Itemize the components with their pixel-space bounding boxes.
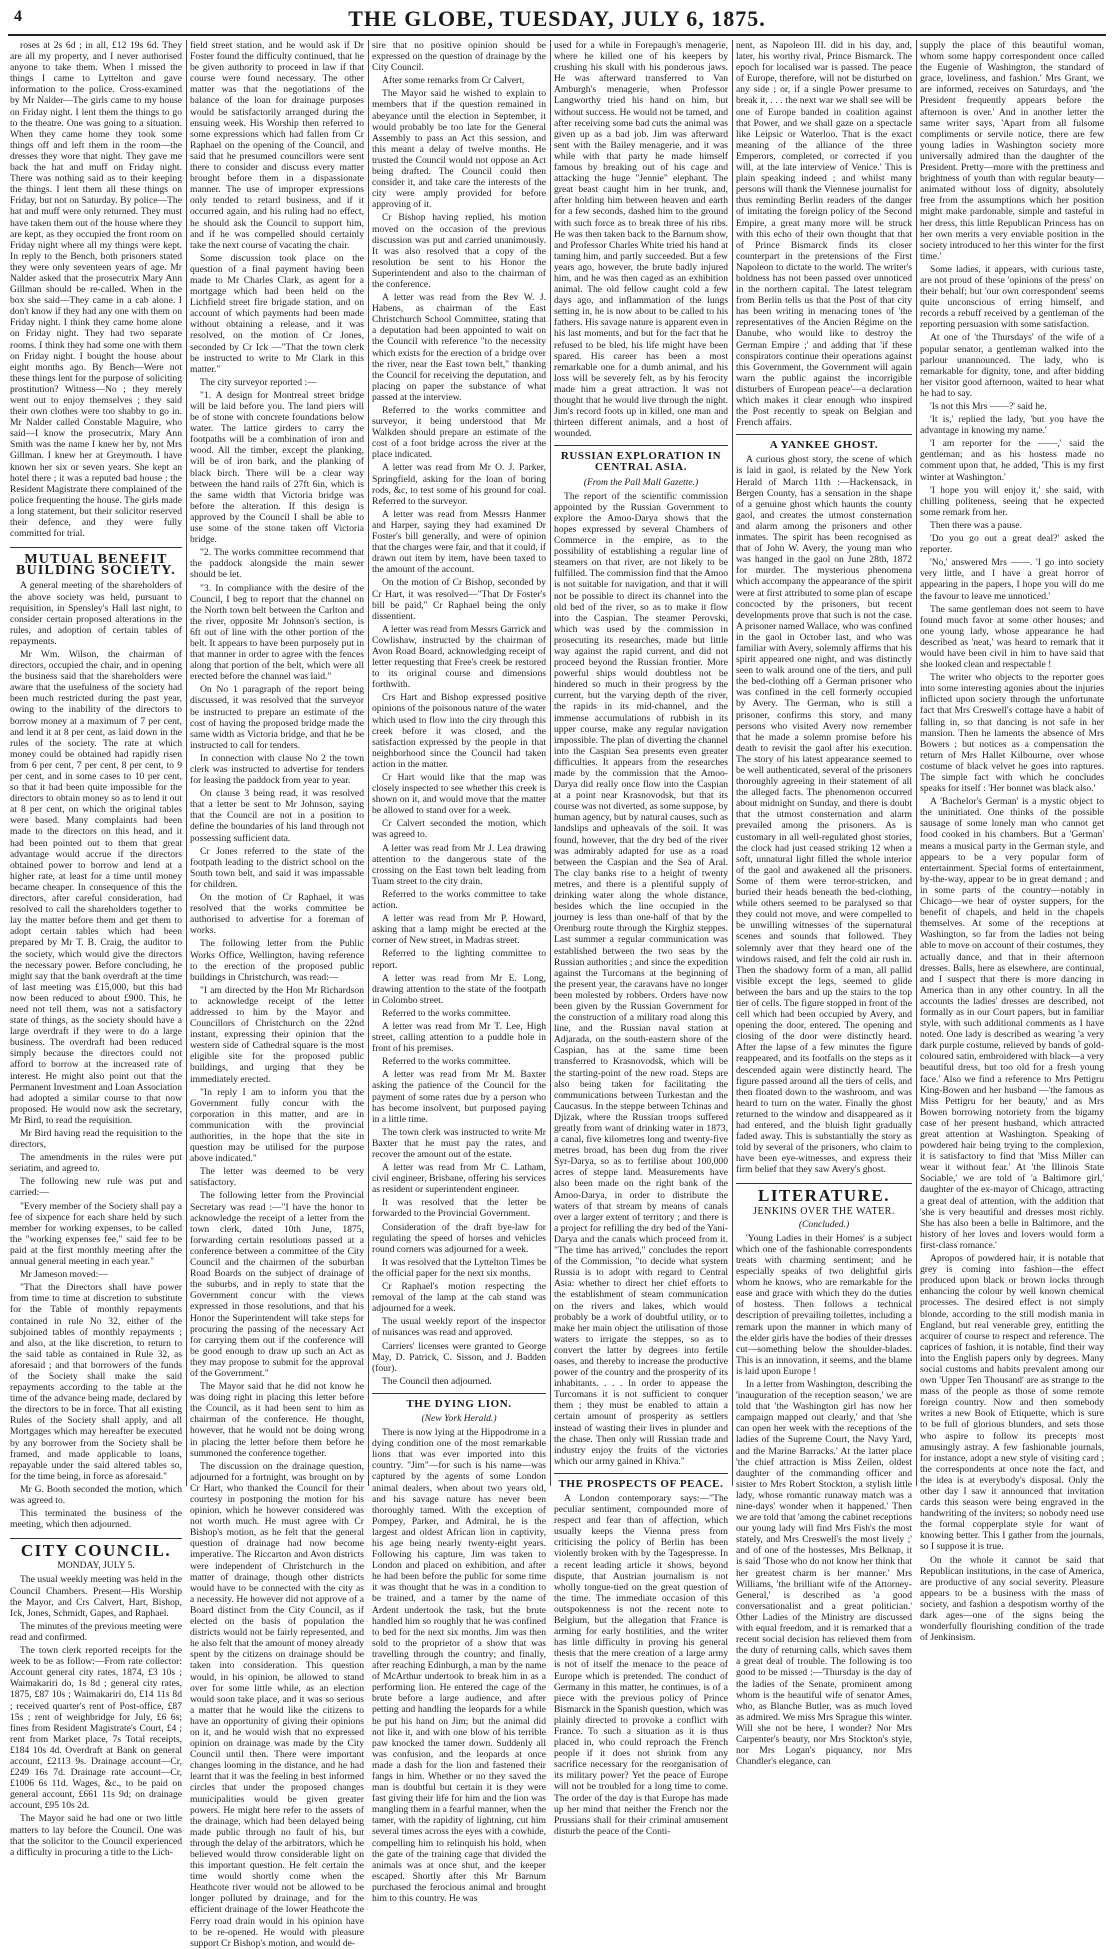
paragraph: The letter was deemed to be very satisfactory. (190, 1166, 364, 1189)
paragraph: The following letter from the Provincial Secretary was read :—"I have the honor to acknowledge the receipt of a letter from the town clerk, dated 10th June, 1875, forwarding certain resolutions passed at a conference between a committee of the City Council and the chairmen of the suburban Road Boards on the subject of drainage of the suburbs, and in reply to state that the Government concur with the views expressed in those resolutions, and that his Honor the Superintendent will take steps for procuring the passing of the necessary Act for carrying them out if the conference will be good enough to draw up such an Act as they may propose to submit for the approval of the Government." (190, 1190, 364, 1379)
paragraph: The following new rule was put and carried:— (10, 1176, 182, 1199)
paragraph: It was resolved that the Lyttelton Times be the official paper for the next six months. (372, 1256, 546, 1279)
paragraph: 'No,' answered Mrs ——. 'I go into society very little, and I have a great horror of appearing in the papers, I hope you will do me the favour to leave me unnoticed.' (920, 557, 1104, 602)
paragraph: "3. In compliance with the desire of the Council, I beg to report that the channel on the North town belt between the Carlton and the river, opposite Mr Johnson's section, is 6ft out of line with the other portion of the belt. It appears to have been purposely put in that manner in order to agree with the fences along that portion of the belt, which were all erected before the channel was laid." (190, 582, 364, 683)
paragraph: 'Young Ladies in their Homes' is a subject which one of the fashionable correspondents treats with charming sentiment; and he especially speaks of two delightful girls whom he knows, who are remarkable for the ease and grace with which they do the duties of hostess. Then follows a technical description of prevailing toilettes, including a remark upon the manner in which many of the elder girls have the bodies of their dresses cut—something below the shoulder-blades. This is an innovation, it seems, and the blame is laid upon Europe ! (736, 1232, 912, 1377)
paragraph: Referred to the lighting committee to report. (372, 948, 546, 971)
paragraph: field street station, and he would ask if Dr Foster found the difficulty continued, that he be given authority to proceed in law if that course were found necessary. The other matter was that the negotiations of the balance of the loan for drainage purposes would be satisfactorily arranged during the ensuing week. His Worship then referred to some expressions which had fallen from Cr Raphael on the opening of the Council, and said that he presumed councillors were sent there to consider and discuss every matter brought before them in a dispassionate manner. The use of improper expressions only tended to retard business, and if it occurred again, and his ruling had no effect, he should ask the Council to support him, and if he was compelled should certainly take the next course of vacating the chair. (190, 40, 364, 251)
column-2 (190, 40, 364, 1949)
paragraph: Mr Wm. Wilson, the chairman of directors, occupied the chair, and in opening the business said that the shareholders were aware that the usefulness of the society had been much restricted during the past year, owing to the inability of the directors to borrow money at a maximum of 7 per cent, and lend it at 8 per cent, as laid down in the rules of the society. The rate at which money could be obtained had rapidly risen from 6 per cent, 7 per cent, 8 per cent, to 9 per cent, and in some cases to 10 per cent, so that it had been quite impossible for the directors to obtain money so as to lend it out at 8 per cent, on which the original tables were based. Many complaints had been made to the directors on this head, and it had been pointed out to them that great advantage would accrue if the directors obtained power to borrow and lend at a higher rate, at least for a time until money became cheaper. In consequence of this the directors, after careful consideration, had resolved to call the shareholders together to lay the matter before them and get them to adopt certain tables which had been prepared by Mr T. B. Craig, the auditor to the society, which would give the directors the necessary power. Before concluding, he might say that the bank overdraft at the time of last meeting was £15,000, but this had now been reduced to about £900. This, he need not tell them, was not a satisfactory state of things, as the society should have a large overdraft if they were to do a large business. The overdraft had been reduced simply because the directors could not afford to borrow at the increased rate of interest. He might also point out that the Permanent Investment and Loan Association had adopted a similar course to that now proposed. He would now ask the secretary, Mr Bird, to read the requisition. (10, 648, 182, 1126)
paragraph: A 'Bachelor's German' is a mystic object to the uninitiated. One thinks of the possible sausage of some lonely man who cannot get food cooked in his chambers. But a 'German' means a musical party in the German style, and appears to be a very popular form of entertainment. Special forms of entertainment, by-the-way, appear to be in great demand ; and in some parts of the country—notably in Chicago—we hear of oyster suppers, for the benefit of chapels, and held in the chapels themselves. At some of the receptions at Washington, so far from the ladies not being able to move on account of their costumes, they actually dance, and that in their afternoon dresses. Balls, here as elsewhere, are continual, and I suspect that there is more dancing in America than in any other country. In all the accounts the ladies' dresses are described, not formally as in our Court papers, but in familiar style, with such additional comments as I have noted. One lady is described as wearing 'a very dark purple costume, relieved by bands of gold-coloured satin, embroidered with black—a very beautiful dress, but too old for a fresh young face.' Also we find a reference to Mrs Pettigru King-Bowen and her husband —'the famous as Miss Pettigru for her beauty,' and as Mrs Bowen borrowing notoriety from the bigamy case of her present husband, which attracted great attention at Washington. Speaking of powdered hair being trying to the complexion, it is satisfactory to find that 'Miss Miller can wear it without fear.' At 'the Illinois State Sociable,' we are told of 'a Baltimore girl,' daughter of the ex-mayor of Chicago, attracting a great deal of attention, with the addition that 'she is very beautiful and dresses most richly. She has also been a belle in Baltimore, and the history of her loves and lovers would form a first-class romance.' (920, 796, 1104, 1251)
column-divider (732, 40, 733, 1486)
article-source: (From the Pall Mall Gazette.) (583, 476, 699, 488)
paragraph: "2. The works committee recommend that the paddock alongside the main sewer should be let. (190, 547, 364, 581)
paragraph: Crs Hart and Bishop expressed positive opinions of the poisonous nature of the water which used to flow into the city through this creek before it was closed, and the satisfaction expressed by the people in that neighborhood since the Council had taken action in the matter. (372, 692, 546, 770)
paragraph: A letter was read from Mr M. Baxter asking the patience of the Council for the payment of some rates due by a person who has become insolvent, but purposed paying in a little time. (372, 1069, 546, 1125)
column-divider (550, 40, 551, 1486)
paragraph: The following letter from the Public Works Office, Wellington, having reference to the erection of the proposed public buildings in Christchurch, was read:— (190, 938, 364, 983)
column-3 (372, 40, 546, 1904)
paragraph: A letter was read from the Rev W. J. Habens, as chairman of the East Christchurch School Committee, stating that a deputation had been appointed to wait on the Council with reference "to the necessity which exists for the erection of a bridge over the river, near the East town belt," thanking the Council for receiving the deputation, and placing on paper the substance of what passed at the interview. (372, 292, 546, 403)
paragraph: Some ladies, it appears, with curious taste, are not proud of these 'opinions of the press' on their behalf; but 'our own correspondent' seems quite unconscious of erring himself, and records a rebuff received by a gentleman of the reporting persuasion with some satisfaction. (920, 263, 1104, 331)
paragraph: nent, as Napoleon III. did in his day, and, later, his worthy rival, Prince Bismarck. The epoch for localised war is passed. The peace of Europe, therefore, will not be disturbed on any side ; or, if a single Power presume to break it, . . . the next war we shall see will be one of Europe banded in coalition against that Power, and we shall gaze on a spectacle like Leipsic or Waterloo. That is the exact meaning of the alliance of the three Emperors, completed, or corrected if you will, at the late interview of Venice.' This is plain speaking indeed ; and whilst many persons will thank the Viennese journalist for thus reminding Berlin readers of the danger of imitating the foreign policy of the Second Empire, a great many more will be struck with this echo of their own thought that that of Prince Bismarck finds its closer counterpart in the pretensions of the First Napoleon to dictate to the world. The writer's boldness has not been passed over unnoticed in the northern capital. The latest telegram from Berlin tells us that the Post of that city has been writing in menacing tones of 'the representatives of the Ancien Régime on the Danube, who would like to destroy the German Empire ;' and adding that 'if these conspirators continue their operations against this Government, the Government will again warn the public against the incorrigible disturbers of European peace'—a declaration which makes it clear enough who inspired the Post recently to speak on Belgian and French affairs. (736, 40, 912, 429)
section-heading: LITERATURE. (736, 1183, 912, 1201)
paragraph: Mr Bird having read the requisition to the directors, (10, 1128, 182, 1151)
paragraph: The minutes of the previous meeting were read and confirmed. (10, 1620, 182, 1643)
paragraph: Referred to the works committee. (382, 1056, 511, 1068)
article-source: (New York Herald.) (421, 1412, 497, 1424)
paragraph: Cr Bishop having replied, his motion moved on the occasion of the previous discussion was put and carried unanimously. It was also resolved that a copy of the resolution be sent to his Honor the Superintendent and also to the chairman of the conference. (372, 212, 546, 290)
paragraph: The amendments in the rules were put seriatim, and agreed to. (10, 1152, 182, 1175)
column-5 (736, 40, 912, 1768)
paragraph: A letter was read from Mr E. Long, drawing attention to the state of the footpath in Colombo street. (372, 972, 546, 1006)
paragraph: The discussion on the drainage question, adjourned for a fortnight, was brought on by Cr Hart, who thanked the Council for their courtesy in postponing the motion for his opinion, which he however considered was not worth much. He must agree with Cr Bishop's motion, as he felt that the general question of drainage had now become imperative. The Riccarton and Avon districts were independent of Christchurch in the matter of drainage, though other districts would have to be connected with the city as a necessity. He however did not approve of a Board distinct from the City Council, as if elected on the basis of population the districts would not be fairly represented, and he also felt that the amount of money already spent by the citizens on drainage should be taken into consideration. This question would, in his opinion, be allowed to stand over for some little while, as an election would soon take place, and it was so serious a matter that he would like the citizens to have an opportunity of giving their opinions on it, and he would wish that no expressed opinion on drainage was made by the City Council until then. There were important changes looming in the distance, and he had learnt that it was the feeling in best informed circles that under the proposed changes municipalities would be given greater powers. He might here refer to the assets of the drainage, which had been delayed being made public through no fault of his, but through the delay of the arbitrators, which he believed would throw considerable light on this important question. He felt certain the time would shortly come when the Heathcote river would not be allowed to be longer polluted by drainage, and for the efficient drainage of the lower Heathcote the Ferry road drain would in his opinion have to be re-opened. He would with pleasure support Cr Bishop's motion, and would de- (190, 1460, 364, 1949)
paragraph: 'It is,' replied the lady, 'but you have the advantage in knowing my name.' (920, 414, 1104, 437)
paragraph: supply the place of this beautiful woman, whom some happy correspondent once called the Eugenie of Washington, the standard of grace, loveliness, and fashion.' Mrs Grant, we are informed, receives on Saturdays, and 'the President frequently appears before the afternoon is over.' And in another letter the same writer says, 'Apart from all fulsome compliments or servile notice, there are few young ladies in Washington society more universally admired than the daughter of the President. Pretty—more with the prettiness and brightness of youth than with regular beauty—animated without loss of dignity, absolutely free from the assumptions which her position might make pardonable, simple and tasteful in her dress, this little Republican Princess has on her own merits a very enviable position in the society introduced to her this winter for the first time.' (920, 40, 1104, 262)
column-divider (186, 40, 187, 1486)
paragraph: Cr Hart would like that the map was closely inspected to see whether this creek is shown on it, and would move that the matter be allowed to stand over for a week. (372, 772, 546, 817)
paragraph: A letter was read from Mr P. Howard, asking that a lamp might be erected at the corner of New street, in Madras street. (372, 913, 546, 947)
paragraph: On clause 3 being read, it was resolved that a letter be sent to Mr Johnson, saying that the Council are not in a position to define the boundaries of his land through not possessing sufficient data. (190, 788, 364, 844)
paragraph: "That the Directors shall have power from time to time at discretion to substitute for the Table of monthly repayments contained in rule No 32, either of the subjoined tables of monthly repayments ; and also, at the like discretion, to return to the said table as contained in Rule 32, as aforesaid ; and that borrowers of the funds of the Society shall make the said repayments according to the table at the time of the advance being made, declared by the directors to be in force. That all existing Rules of the Society shall apply, and all Mortgages which may hereafter be executed by any borrower from the Society shall be framed, and made applicable to loans, repayable under the said altered tables so, for the time being, in force as aforesaid." (10, 1282, 182, 1482)
paragraph: A letter was read from Messrs Garrick and Cowlishaw, instructed by the chairman of Avon Road Board, acknowledging receipt of letter requesting that Free's creek be restored to its original course and dimensions forthwith. (372, 623, 546, 691)
paragraph: "I am directed by the Hon Mr Richardson to acknowledge receipt of the letter addressed to him by the Mayor and Councillors of Christchurch on the 22nd instant, expressing their opinion that the western side of Cathedral square is the most eligible site for the proposed public buildings, and urging that they be immediately erected. (190, 984, 364, 1085)
paragraph: On the motion of Cr Raphael, it was resolved that the works committee be authorised to advertise for a foreman of works. (190, 892, 364, 937)
paragraph: The Council then adjourned. (382, 1375, 492, 1387)
article-heading: A YANKEE GHOST. (736, 434, 912, 451)
column-6 (920, 40, 1104, 1644)
section-heading: MUTUAL BENEFIT BUILDING SOCIETY. (10, 547, 182, 576)
paragraph: 'Is not this Mrs ——?' said he. (930, 401, 1047, 412)
article-source: (Concluded.) (798, 1218, 850, 1230)
paragraph: "In reply I am to inform you that the Government fully concur with the corporation in this matter, and are in communication with the provincial authorities, in the hope that the site in question may be utilised for the purpose above indicated." (190, 1086, 364, 1165)
paragraph: "Every member of the Society shall pay a fee of sixpence for each share held by such member for working expenses, to be called the "working expenses fee," said fee to be paid at the first monthly meeting after the annual general meeting in each year." (10, 1200, 182, 1268)
paragraph: A letter was read from Mr C. Latham, civil engineer, Brisbane, offering his services as resident or superintendent engineer. (372, 1162, 546, 1196)
paragraph: A letter was read from Mr J. Lea drawing attention to the dangerous state of the crossing on the East town belt leading from Tuam street to the city drain. (372, 842, 546, 887)
column-1 (10, 40, 182, 1858)
masthead (0, 0, 1114, 32)
paragraph: Some discussion took place on the question of a final payment having been made to Mr Charles Clark, as agent for a mortgage which had been held on the Lichfield street fire brigade station, and on account of which payments had been made without obtaining a release, and it was resolved, on the motion of Cr Jones, seconded by Cr Ick —"That the town clerk be instructed to write to Mr Clark in this matter." (190, 252, 364, 375)
paragraph: The usual weekly report of the inspector of nuisances was read and approved. (372, 1316, 546, 1339)
column-4 (554, 40, 728, 1837)
paragraph: A letter was read from Mr T. Lee, High street, calling attention to a puddle hole in front of his premises. (372, 1020, 546, 1055)
paragraph: Carriers' licenses were granted to George May, D. Patrick, C. Sisson, and J. Badden (four). (372, 1340, 546, 1374)
article-heading: RUSSIAN EXPLORATION IN CENTRAL ASIA. (554, 445, 728, 473)
page-number: 4 (14, 8, 22, 25)
paragraph: The Mayor said he had one or two little matters to lay before the Council. One was that the solicitor to the Council experienced a difficulty in procuring a title to the Lich- (10, 1813, 182, 1858)
paragraph: Cr Jones referred to the state of the footpath leading to the district school on the South town belt, and said it was impassable for children. (190, 845, 364, 890)
dateline: MONDAY, JULY 5. (57, 1560, 135, 1572)
paragraph: It was resolved that the letter be forwarded to the Provincial Government. (372, 1197, 546, 1220)
article-heading: THE DYING LION. (372, 1393, 546, 1410)
paragraph: Referred to the works committee and surveyor, it being understood that Mr Walkden should prepare an estimate of the cost of a foot bridge across the river at the place indicated. (372, 405, 546, 461)
paragraph: Mr Jameson moved:— (20, 1269, 108, 1281)
paragraph: The Mayor said that he did not know he was doing right in placing this letter before the Council, as it had been sent to him as chairman of the conference. He thought, however, that he would not be doing wrong in placing the letter before them before he summoned the conference together. (190, 1381, 364, 1459)
article-heading: THE PROSPECTS OF PEACE. (554, 1473, 728, 1490)
paragraph: Referred to the works committee. (382, 1007, 511, 1019)
paragraph: Mr G. Booth seconded the motion, which was agreed to. (10, 1483, 182, 1506)
paragraph: The city surveyor reported :— (200, 376, 317, 388)
paragraph: In a letter from Washington, describing the 'inauguration of the reception season,' we are told that 'the Washington girl has now her campaign mapped out clearly,' and that 'she can open her week with the receptions of the ladies of the Supreme Court, the Navy Yard, and the Marine Barracks.' At the latter place 'the chief attraction is Miss Zeilen, oldest daughter of the commanding officer and sister to Mrs Robert Stockton, a stylish little lady, whose romantic runaway match was a nine-days' wonder when it happened.' Then we are told that 'among the cabinet receptions our young lady will find Mrs Fish's the most stately, and Mrs Creswell's the most lively ;' and of one of the hostesses, Mrs Belknap, it is said 'Those who do not know her think that her greatest charm is her manner.' Mrs Williams, 'the brilliant wife of the Attorney-General,' is described as 'a good conversationalist and a great politician.' Other Ladies of the Ministry are discussed with equal freedom, and it is remarked that a recent social decision has relieved them from the duty of returning calls, which saves them a great deal of trouble. The following is too good to be missed :—'Thursday is the day of the ladies of the Senate, prominent among whom is the beautiful wife of senator Ames, who, as Blanche Butler, was as much loved as admired. We miss Mrs Sprague this winter. Will she not be here, I wonder? Nor Mrs Carpenter's beauty, nor Mrs Stockton's style, nor Mrs Logan's piquancy, nor Mrs Chandler's elegance, can (736, 1378, 912, 1768)
paragraph: A curious ghost story, the scene of which is laid in gaol, is related by the New York Herald of March 11th :—Hackensack, in Bergen County, has a sensation in the shape of a genuine ghost which haunts the county gaol, and creates the utmost consternation and alarm among the prisoners and other inmates. The spirit has been recognised as that of John W. Avery, the young man who was hanged in the gaol on June 28th, 1872 for murder. The mysterious phenomena which accompany the appearance of the spirit were at first attributed to some plan of escape concocted by the prisoners, but recent developments prove that such is not the case. A prisoner named Wallace, who was confined in the gaol in October last, and who was familiar with Avery, solemnly affirms that his spirit appeared one night, and was distinctly seen to walk around one of the tiers, and pull the bed-clothing off a German prisoner who was confined in the cell formerly occupied by Avery. The German, who is still a prisoner, confirms this story, and many persons who visited Avery now remember that he made a solemn promise before his death to revisit the gaol after his execution. The story of his latest appearance seemed to be well authenticated, several of the prisoners thoroughly agreeing in their statement of all the alleged facts. The phenomenon occurred about midnight on Sunday, and there is doubt that the utmost consternation and alarm prevailed among the prisoners. As is customary in all well-regulated ghost stories, the clock had just ceased striking 12 when a soft, unnatural light filled the whole interior of the gaol and awakened all the prisoners. Some of them were terror-stricken, and buried their heads beneath the bed-clothing, while others seemed to be paralysed so that they could not move, and were compelled to be unwilling witnesses of the supernatural scenes and sounds that followed. They solemnly aver that they heard one of the windows raised, and felt the cold air rush in. Then the shadowy form of a man, all pallid visible except the legs, seemed to glide between the bars and up the stairs to the top tier of cells. The figure stopped in front of the cell which had been occupied by Avery, and opening the door, entered. The opening and closing of the door were distinctly heard. After the lapse of a few minutes the figure reappeared, and its footfalls on the steps as it descended again were distinctly heard. The figure passed around all the tiers of cells, and then floated down to the washroom, and was heard to turn on the water. Finally the ghost returned to the window and disappeared as it had entered, and the bluish light gradually faded away. This is substantially the story as told by several of the prisoners, who claim to have been eye-witnesses, and express their firm belief that they saw Avery's ghost. (736, 454, 912, 1176)
paragraph: After some remarks from Cr Calvert, (382, 75, 525, 87)
paragraph: roses at 2s 6d ; in all, £12 19s 6d. They are all my property, and I never authorised anyone to take them. When I missed the things I came to Lyttelton and gave information to the police. Cross-examined by Mr Nalder—The girls came to my house on Friday night. I lent them the things to go to the theatre. One was going to a situation. When they came home they took some things off and left them in the room—the dresses they wore that night. They gave me back the hat and muff on Friday night. There was nothing said as to their keeping the things. I lent them all these things on Friday, but not on Saturday. By police—The hat and muff were only returned. They must have taken them out of the house where they are kept, as they occupied the front room on Friday night where all my things were kept. In reply to the Bench, both prisoners stated they were only seventeen years of age. Mr Nalder asked that the prosecutrix Mary Ann Gillman should be re-called. When in the box she said—They came in a cab alone. I don't know if they had any one with them on Friday night. I think they came home alone on Friday night. They had two separate rooms. I think they had some one with them on Friday night. I bought the house about eight months ago. By Bench—Were not these things lent for the purpose of soliciting prostitution? Witness—No ; they merely went out to enjoy themselves ; they said their own clothes were too shabby to go in. Mr Nalder called Constable Maguire, who said—I know the prosecutrix, Mary Ann Smith was the name I knew her by, not Mrs Gillman. I knew her at Greymouth. I have known her six or seven years. She kept an hotel there ; it was a reputed bad house ; the Resident Magistrate there complained of the police frequenting the house. The girls made a long statement, but their solicitor reserved their defence, and they were fully committed for trial. (10, 40, 182, 540)
paragraph: The usual weekly meeting was held in the Council Chambers. Present—His Worship the Mayor, and Crs Calvert, Hart, Bishop, Ick, Jones, Schmidt, Gapes, and Raphael. (10, 1574, 182, 1619)
paragraph: The town clerk reported receipts for the week to be as follow:—From rate collector: Account general city rates, 1874, £3 10s ; Waimakariri do, 1s 8d ; general city rates, 1875, £87 10s ; Waimakariri do, £14 11s 8d ; received quarter's rent of Post-office, £87 15s ; rent of weighbridge for July, £6 6s; fines from Resident Magistrate's Court, £4 ; rent from Market place, 7s Total receipts, £184 10s 4d. Overdraft at Bank on general account, £2113 9s. Drainage account—Cr, £249 16s 7d. Drainage rate account—Cr, £1006 6s 11d. Wages, &c., to be paid on general account, £661 11s 9d; on drainage account, £95 10s 2d. (10, 1645, 182, 1812)
paragraph: 'I am reporter for the ——,' said the gentleman; and as his hostess made no comment upon that, he added, 'This is my first winter at Washington.' (920, 438, 1104, 483)
paragraph: used for a while in Forepaugh's menagerie, where he killed one of his keepers by crushing his skull with his ponderous jaws. He was afterward transferred to Van Amburgh's menagerie, when Professor Langworthy tried his hand on him, but without success. He would not be tamed, and after receiving some bad cuts the animal was given up as a bad job. Jim was afterward sent with the Bailey menagerie, and it was while with that party he made himself famous by breaking out of his cage and attacking the huge "Jennie" elephant. The great beast caught him in her trunk, and, after holding him between heaven and earth for a few seconds, dashed him to the ground with such force as to break three of his ribs. He was then taken back to the Barnum show, and Professor Charles White tried his hand at taming him, and partly succeeded. But a few years ago, however, the brute badly injured him, and he was then caged as an exhibition animal. The old fellow caught cold a few days ago, and inflammation of the lungs setting in, he is now about to be called to his fathers. His savage nature is apparent even in his last moments, and but for the fact that he refused to be bled, his life might have been spared. His career has been a most remarkable one for a dumb animal, and his loss will be severely felt, as by his ferocity made him a great attraction. It was not thought that he would live through the night. Jim's record foots up in killed, one man and thirteen different animals, and a host of wounded. (554, 40, 728, 440)
paragraph: This terminated the business of the meeting, which then adjourned. (10, 1508, 182, 1531)
paragraph: "1. A design for Montreal street bridge will be laid before you. The land piers will be of stone with concrete foundations below water. The lattice girders to carry the footpaths will be a combination of iron and wood. All the timber, except the planking, will be of iron bark, and the planking of black birch. There will be a clear way between the hand rails of 27ft 6in, which is the same width that Victoria bridge was before the alteration. If this design is approved by the Council I shall be able to use some of the stone taken off Victoria bridge. (190, 389, 364, 546)
paragraph: A letter was read from Mr O. J. Parker, Springfield, asking for the loan of boring rods, &c, to test some of his ground for coal. Referred to the surveyor. (372, 462, 546, 507)
paragraph: Referred to the works committee to take action. (372, 888, 546, 912)
paragraph: Consideration of the draft bye-law for regulating the speed of horses and vehicles round corners was adjourned for a week. (372, 1221, 546, 1255)
paragraph: A letter was read from Messrs Hanmer and Harper, saying they had examined Dr Foster's bill generally, and were of opinion that the charges were fair, and that it could, if drawn out item by item, have been taxed to the amount of the account. (372, 508, 546, 576)
paragraph: The same gentleman does not seem to have found much favor at some other houses; and one young lady, whose appearance he had described as 'neat,' was heard to remark that it would have been civil in him to have said that she looked clean and respectable ! (920, 603, 1104, 671)
paragraph: A general meeting of the shareholders of the above society was held, pursuant to requisition, in Spensley's Hall last night, to consider certain proposed alterations in the rules, and adoption of certain tables of repayments. (10, 580, 182, 647)
paragraph: 'Do you go out a great deal?' asked the reporter. (920, 533, 1104, 556)
paragraph: In connection with clause No 2 the town clerk was instructed to advertise for tenders for leasing the paddock from year to year. (190, 752, 364, 787)
paragraph: The writer who objects to the reporter goes into some interesting agonies about the injuries inflicted upon society through the unfortunate fact that Mrs Creswell's cottage have a habit of falling in, so that dancing is not safe in her mansion. Then he laments the absence of Mrs Bowers ; but notices as a compensation the return of Mrs Hallet Kilbourne, over whose costume of black velvet he goes into raptures. The simple fact with which he concludes speaks for itself : 'Her bonnet was black also.' (920, 672, 1104, 795)
paragraph: The report of the scientific commission appointed by the Russian Government to explore the Amoo-Darya shows that the hopes expressed by several Chambers of Commerce in the empire, as to the possibility of establishing a regular line of steamers on that river, are not likely to be fulfilled. The commission find that the Amoo is not suitable for navigation, and that it will not be possible to direct its channel into the old bed of the river, so as to make it flow into the Caspian. The steamer Perovski, which was used by the commission in prosecuting its researches, made but little way against the rapid current, and did not proceed beyond the Russian frontier. More powerful ships would doubtless not be hindered so much in their progress by the current, but the varying depth of the river, the rapids in its mid-channel, and the immense accumulations of rubbish in its upper course, make any regular navigation impossible. The plan of diverting the channel into the Caspian Sea presents even greater difficulties. It appears from the researches made by the commission that the Amoo-Darya did really once flow into the Caspian at a point near Krasnovodsk, but that its course was not diverted, as some suppose, by human agency, but by natural causes, such as landslips and upheavals of the soil. It was found, however, that the dry bed of the river was admirably adapted for use as a road between the Caspian and the Sea of Aral. The clay banks rise to a height of twenty metres, and there is a plentiful supply of drinking water along the whole distance, besides which the line occupied in the journey is less than one-half of that by the Orenburg route through the Kirghiz steppes. Last summer a regular communication was established between the two seas by the Russian authorities ; and since the expedition against the Turcomans at the beginning of the present year, the caravans have no longer been molested by robbers. Orders have now been given by the Russian Government for the construction of a military road along this line, and the Russian naval station at Adjarada, on the south-eastern shore of the Caspian, has at the same time been transferred to Krasnovodsk, which will be the starting-point of the new road. Steps are also being taken for facilitating the communications between Turkestan and the Caucasus. In the steppe between Tchinas and Djizak, where the Russian troops suffered greatly from want of drinking water in 1873, a canal, five kilometres long and twenty-five metres broad, has been dug from the river Syr-Darya, so as to fertilise about 100,000 acres of steppe land. Measurements have also been made on the right bank of the Amoo-Darya, in order to distribute the waters of that stream by means of canals over a larger extent of territory ; and there is a project for refilling the dry bed of the Yani-Darya and the canals which proceed from it. "The time has arrived," concludes the report of the Commission, "to decide what system Russia is to adopt with regard to Central Asia: whether to direct her chief efforts to the establishment of steam communication on the rivers and lakes, which would probably be a work of doubtful utility, or to make her main object the utilisation of those waters to irrigate the steppes, so as to convert the latter by degrees into fertile oases, and thereby to increase the productive power of the country and the prosperity of its inhabitants. . . . In order to appease the Turcomans it is not sufficient to conquer them ; they must be enabled to attain a certain amount of prosperity as settlers instead of wasting their lives in plunder and the chase. Then only will Russian trade and industry enjoy the fruits of the victories which our army gained in Khiva." (554, 490, 728, 1467)
paragraph: At one of 'the Thursdays' of the wife of a popular senator, a gentleman walked into the parlour unannounced. The lady, who is remarkable for dignity, tone, and after bidding her visitor good afternoon, waited to hear what he had to say. (920, 332, 1104, 399)
paragraph: Cr Raphael's motion respecting the removal of the lamp at the cab stand was adjourned for a week. (372, 1281, 546, 1315)
column-divider (368, 40, 369, 1486)
paragraph: Cr Calvert seconded the motion, which was agreed to. (372, 818, 546, 841)
paragraph: There is now lying at the Hippodrome in a dying condition one of the most remarkable lions that was ever imported into this country. "Jim"—for such is his name—was captured by the agents of some London animal dealers, when about two years old, and his savage nature has never been thoroughly tamed. With the exception of Pompey, Parker, and Admiral, he is the largest and oldest African lion in captivity, his age being nearly twenty-eight years. Following his capture, Jim was taken to London and placed on exhibition, and after he had been before the public for some time it was thought that he was in a condition to be trained, and a tamer by the name of Ardent undertook the task, but the brute handled him so roughly that he was confined to bed for the next six months. Jim was then sold to the proprietor of a show that was travelling through the country; and finally, after reaching Edinburgh, a man by the name of McArthur undertook to break him in as a performing lion. He entered the cage of the brute before a large audience, and after petting and handling the leopards for a while he put his hand on Jim; but the animal did not like it, and with one blow of his terrible paw knocked the tamer down. Suddenly all was confusion, and the leopards at once made a dash for the lion and fastened their fangs in him. Whether or no they saved the man is doubtful but certain it is they were fast giving their life for him and the lion was mangling them in a fearful manner, when the tamer, with the rapidity of lightning, cut him several times across the eyes with a cowhide, compelling him to relinquish his hold, when the gate of the training cage that divided the animals was at once shut, and the keeper escaped. Shortly after this Mr Barnum purchased the ferocious animal and brought him to this country. He was (372, 1427, 546, 1904)
paragraph: A London contemporary says:—"The peculiar sentiment, compounded more of respect and fear than of affection, which usually keeps the Vienna press from criticising the policy of Berlin has been violently broken with by the Tagespresse. In a recent leading article it shows, beyond dispute, that Austrian journalism is not wholly tongue-tied on the great question of the time. The immediate occasion of this outspokenness is not the recent note to Belgium, but the allegation that France is arming for early hostilities, and the writer has little difficulty in proving his general thesis that the mere creation of a large army is not of itself the menace to the peace of Europe which is pretended. The conduct of Germany in this matter, he continues, is of a piece with the previous policy of Prince Bismarck in the Spanish question, which was plainly directed to provoke a conflict with France. To such a situation as it is thus placed in, who could reproach the French people if it does not shrink from any sacrifice necessary for the reorganisation of its military power? Yet the peace of Europe will not be troubled for a long time to come. The order of the day is that Europe has made up her mind that neither the French nor the Prussians shall for their criminal amusement disturb the peace of the Conti- (554, 1493, 728, 1837)
column-divider (916, 40, 917, 1486)
paragraph: 'I hope you will enjoy it,' she said, with chilling politeness, seeing that he expected some remark from her. (920, 484, 1104, 518)
paragraph: Then there was a pause. (930, 519, 1022, 531)
paragraph: The town clerk was instructed to write Mr Baxter that he must pay the rates, and recover the amount out of the estate. (372, 1126, 546, 1160)
masthead-rule (8, 34, 1106, 36)
paragraph: On the whole it cannot be said that Republican institutions, in the case of America, are productive of any social severity. Pleasure appears to be a business with the mass of society, and fashion a despotism worthy of the dark ages—one of the signs being the wonderfully flourishing condition of the trade of Jenkinsism. (920, 1554, 1104, 1644)
paragraph: On the motion of Cr Bishop, seconded by Cr Hart, it was resolved—"That Dr Foster's bill be paid," Cr Raphael being the only dissentient. (372, 577, 546, 622)
article-subheading: JENKINS OVER THE WATER. (753, 1205, 895, 1217)
newspaper-title: THE GLOBE, TUESDAY, JULY 6, 1875. (348, 6, 766, 31)
paragraph: On No 1 paragraph of the report being discussed, it was resolved that the surveyor be instructed to prepare an estimate of the cost of having the proposed bridge made the same width as Victoria bridge, and that he be instructed to call for tenders. (190, 684, 364, 751)
paragraph: The Mayor said he wished to explain to members that if the question remained in abeyance until the election in September, it would probably be too late for the General Assembly to pass an Act this session, and this meant a delay of twelve months. He trusted the Council would not oppose an Act being drafted. The Council could then consider it, and take care the interests of the city were amply provided for before approving of it. (372, 88, 546, 211)
paragraph: sire that no positive opinion should be expressed on the question of drainage by the City Council. (372, 40, 546, 74)
section-heading: CITY COUNCIL. (10, 1538, 182, 1556)
paragraph: Apropos of powdered hair, it is notable that grey is coming into fashion—the effect produced upon black or brown locks through enhancing the colour by well known chemical processes. The desired effect is not simply blonde, according to the still modish mania in England, but real venerable grey, entitling the acquirer of course to respect and reference. The caprices of fashion, it is notable, find their way into the English papers only by degrees. Many social customs and habits prevalent among our own 'Upper Ten Thousand' are as strange to the mass of the people as those of some remote foreign country. Now and then somebody writes a new Book of Etiquette, which is sure to be full of glorious blunders, and sets those who aspire to follow its precepts most amusingly astray. A few fashionable journals, for instance, adopt a new style of visiting card ; the correspondents at once note the fact, and the idea is at everybody's disposal. Only the other day I saw it announced that invitation cards this season were being engraved in the handwriting of the inviters; so nobody need use the formal copperplate style for want of knowing better. This I gather from the journals, so I suppose it is true. (920, 1253, 1104, 1553)
